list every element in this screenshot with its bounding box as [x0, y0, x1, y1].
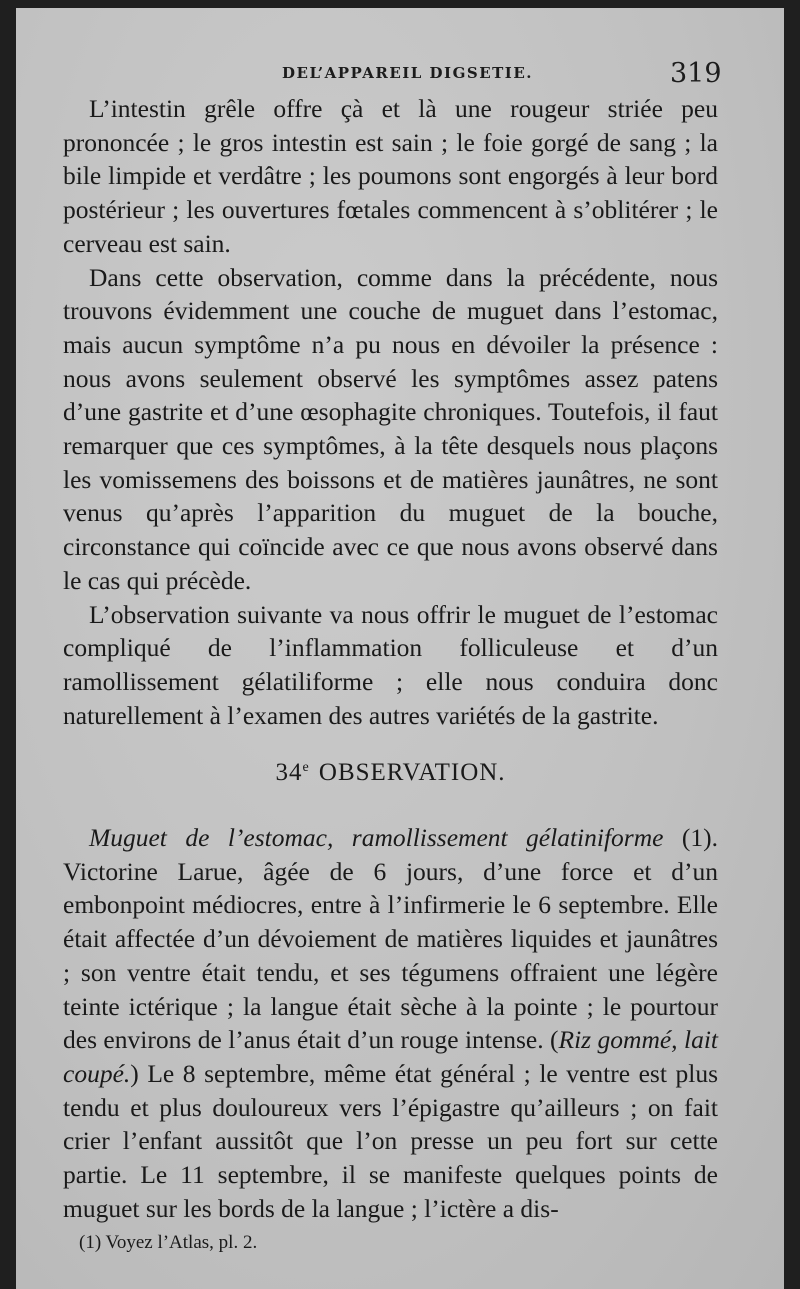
running-head — [16, 60, 784, 90]
case-note-ref: (1). — [663, 823, 718, 853]
case-text-part-2: ) Le 8 septembre, même état général ; le ventre est plus tendu et plus douloureux vers l’épigastre qu’ailleurs ; on fait crier l’enfant aussitôt que l’on presse un peu fort sur cette partie. Le 11 septembre, il se manifeste quelques points de muguet sur les bords de la langue ; l’ictère a dis- — [63, 1058, 718, 1223]
page-number: 319 — [670, 58, 722, 89]
case-regimen: Riz gommé, lait coupé. — [63, 1025, 718, 1088]
paragraph-discussion: Dans cette observation, comme dans la précédente, nous trouvons évidemment une couche de muguet dans l’estomac, mais aucun symptôme n’a pu nous en dévoiler la présence : nous avons seulement observé les symptômes assez patens d’une gastrite et d’une œsophagite chroniques. Toutefois, il faut remarquer que ces symptômes, à la tête desquels nous plaçons les vomissemens des boissons et de matières jaunâtres, ne sont venus qu’après l’apparition du muguet de la bouche, circonstance qui coïncide avec ce que nous avons observé dans le cas qui précède. — [63, 262, 718, 595]
footnote: (1) Voyez l’Atlas, pl. 2. — [79, 1232, 258, 1253]
observation-superscript: e — [302, 760, 310, 776]
observation-title: OBSERVATION. — [318, 759, 506, 787]
paragraph-autopsy: L’intestin grêle offre çà et là une rougeur striée peu prononcée ; le gros intestin est sain ; le foie gorgé de sang ; la bile limpide et verdâtre ; les poumons sont engorgés à leur bord postérieur ; les ouvertures fœtales commencent à s’oblitérer ; le cerveau est sain. — [63, 94, 718, 258]
running-title: DEL’APPAREIL DIGSETIE. — [282, 64, 533, 82]
observation-heading — [63, 751, 718, 790]
book-page — [16, 8, 784, 1289]
case-title: Muguet de l’estomac, ramollissement gélatiniforme — [89, 823, 664, 853]
paragraph-case — [63, 821, 718, 1225]
paragraph-transition: L’observation suivante va nous offrir le muguet de l’estomac compliqué de l’inflammation folliculeuse et d’un ramollissement gélatiliforme ; elle nous conduira donc naturellement à l’examen des autres variétés de la gastrite. — [63, 599, 718, 730]
body-text — [63, 92, 718, 1226]
observation-number: 34 — [275, 759, 303, 787]
case-text-part-1: Victorine Larue, âgée de 6 jours, d’une force et d’un embonpoint médiocres, entre à l’infirmerie le 6 septembre. Elle était affectée d’un dévoiement de matières liquides et jaunâtres ; son ventre était tendu, et ses tégumens offraient une légère teinte ictérique ; la langue était sèche à la pointe ; le pourtour des environs de l’anus était d’un rouge intense. ( — [63, 856, 718, 1055]
